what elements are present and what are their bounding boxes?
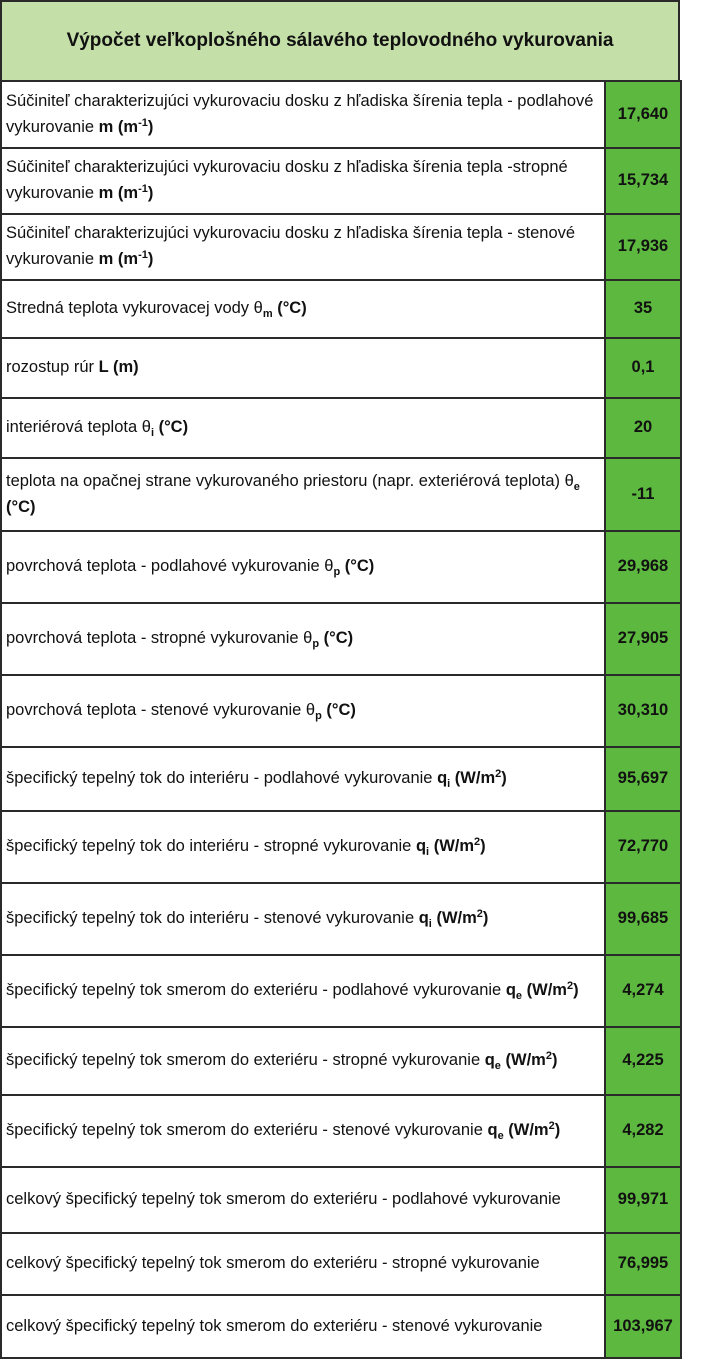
symbol-subscript: i [150,427,154,440]
label-text: rozostup rúr [6,358,99,377]
unit-close: ) [480,837,486,856]
parameter-label [1,458,605,531]
symbol-subscript: e [497,1130,504,1143]
table-row [1,338,681,398]
unit-text: (m [113,117,139,136]
label-text: Súčiniteľ charakterizujúci vykurovaciu dosku z hľadiska šírenia tepla - podlahové vykurovanie [6,91,594,136]
label-text: povrchová teplota - podlahové vykurovanie [6,557,325,576]
symbol: θ [253,299,263,318]
parameter-value: 4,274 [605,955,681,1027]
unit-exponent: 2 [474,836,481,849]
label-text: celkový špecifický tepelný tok smerom do exteriéru - stenové vykurovanie [6,1316,543,1335]
parameter-value: 15,734 [605,148,681,214]
symbol: θ [324,557,334,576]
symbol: θ [141,418,151,437]
table-row [1,81,681,148]
unit-exponent: 2 [545,1050,552,1063]
calculation-table [0,80,682,1359]
symbol: q [505,981,516,1000]
symbol: θ [564,471,574,490]
unit-text: (°C) [321,701,356,720]
parameter-value: 103,967 [605,1295,681,1358]
symbol-subscript: i [428,918,432,931]
parameter-value: 99,685 [605,883,681,955]
unit-close: ) [147,250,154,268]
table-row [1,747,681,811]
parameter-label [1,1027,605,1095]
parameter-value: 76,995 [605,1233,681,1295]
symbol: m [98,184,114,202]
parameter-value: 95,697 [605,747,681,811]
table-row [1,214,681,280]
table-row [1,280,681,338]
unit-text: (m [113,184,139,202]
table-row [1,883,681,955]
label-text: špecifický tepelný tok smerom do exteriéru - stropné vykurovanie [6,1051,485,1070]
unit-text: (W/m [429,837,475,856]
table-row [1,1295,681,1358]
unit-text: (°C) [154,418,189,437]
unit-text: (W/m [500,1051,546,1070]
label-text: špecifický tepelný tok do interiéru - stenové vykurovanie [6,909,419,928]
label-text: povrchová teplota - stropné vykurovanie [6,629,304,648]
symbol: q [484,1051,495,1070]
label-text: celkový špecifický tepelný tok smerom do exteriéru - stropné vykurovanie [6,1254,540,1273]
parameter-label [1,603,605,675]
symbol-subscript: p [333,566,341,579]
unit-close: ) [147,184,154,202]
unit-exponent: -1 [138,183,148,195]
unit-text: (W/m [450,769,496,788]
label-text: povrchová teplota - stenové vykurovanie [6,701,306,720]
table-row [1,1233,681,1295]
table-row [1,398,681,458]
symbol-subscript: e [515,990,523,1003]
unit-text: (°C) [340,557,375,576]
unit-text: (m) [108,358,139,377]
parameter-label [1,81,605,148]
parameter-value: 30,310 [605,675,681,747]
symbol: L [98,358,109,377]
unit-close: ) [501,769,507,788]
symbol-subscript: p [315,710,322,723]
unit-exponent: 2 [476,908,483,921]
symbol: q [415,837,427,856]
symbol: θ [303,629,313,648]
label-text: špecifický tepelný tok smerom do exteriéru - podlahové vykurovanie [6,981,506,1000]
parameter-label [1,883,605,955]
parameter-label [1,398,605,458]
symbol: m [98,117,114,136]
label-text: Súčiniteľ charakterizujúci vykurovaciu dosku z hľadiska šírenia tepla -stropné vykurovanie [6,158,568,202]
table-row [1,955,681,1027]
label-text: interiérová teplota [6,418,142,437]
parameter-label [1,148,605,214]
label-text: Súčiniteľ charakterizujúci vykurovaciu dosku z hľadiska šírenia tepla - stenové vykurovanie [6,224,576,268]
parameter-label [1,280,605,338]
parameter-label [1,1233,605,1295]
symbol: m [98,250,114,268]
label-text: teplota na opačnej strane vykurovaného priestoru (napr. exteriérová teplota) [6,471,565,490]
parameter-label [1,955,605,1027]
symbol-subscript: e [494,1060,501,1073]
table-row [1,148,681,214]
parameter-value: 35 [605,280,681,338]
table-row [1,603,681,675]
table-row [1,458,681,531]
unit-close: ) [573,981,579,1000]
table-row [1,1027,681,1095]
unit-close: ) [551,1051,558,1070]
unit-text: (°C) [319,629,354,648]
parameter-label [1,811,605,883]
unit-text: (W/m [431,909,477,928]
symbol: q [437,769,448,788]
unit-text: (°C) [6,497,36,516]
unit-exponent: 2 [548,1120,555,1133]
unit-text: (W/m [522,981,567,1000]
symbol: θ [305,701,316,720]
parameter-value: 72,770 [605,811,681,883]
parameter-label [1,1295,605,1358]
symbol-subscript: m [262,308,273,321]
parameter-value: 99,971 [605,1167,681,1233]
unit-close: ) [554,1121,561,1140]
label-text: špecifický tepelný tok do interiéru - podlahové vykurovanie [6,769,438,788]
label-text: Stredná teplota vykurovacej vody [6,299,254,318]
parameter-value: 4,225 [605,1027,681,1095]
parameter-value: -11 [605,458,681,531]
unit-text: (°C) [272,299,307,318]
parameter-value: 20 [605,398,681,458]
symbol-subscript: i [426,846,430,859]
parameter-label [1,1095,605,1167]
unit-exponent: -1 [138,249,148,261]
parameter-label [1,214,605,280]
unit-text: (m [113,250,139,268]
symbol: q [418,909,429,928]
parameter-label [1,531,605,603]
unit-text: (W/m [503,1121,549,1140]
parameter-label [1,1167,605,1233]
parameter-value: 4,282 [605,1095,681,1167]
parameter-value: 17,936 [605,214,681,280]
parameter-value: 17,640 [605,81,681,148]
label-text: celkový špecifický tepelný tok smerom do exteriéru - podlahové vykurovanie [6,1190,561,1209]
parameter-label [1,338,605,398]
unit-close: ) [482,909,489,928]
symbol-subscript: e [573,480,580,493]
table-row [1,1095,681,1167]
sheet-title: Výpočet veľkoplošného sálavého teplovodného vykurovania [0,0,680,82]
unit-close: ) [147,117,154,136]
table-row [1,811,681,883]
table-row [1,675,681,747]
table-row [1,531,681,603]
parameter-value: 29,968 [605,531,681,603]
parameter-value: 0,1 [605,338,681,398]
unit-exponent: 2 [566,980,574,993]
unit-exponent: 2 [495,768,502,781]
symbol-subscript: i [447,778,451,791]
label-text: špecifický tepelný tok do interiéru - stropné vykurovanie [6,837,416,856]
parameter-label [1,747,605,811]
unit-exponent: -1 [138,116,148,129]
symbol-subscript: p [312,638,320,651]
label-text: špecifický tepelný tok smerom do exteriéru - stenové vykurovanie [6,1121,488,1140]
symbol: q [487,1121,498,1140]
parameter-value: 27,905 [605,603,681,675]
table-row [1,1167,681,1233]
parameter-label [1,675,605,747]
